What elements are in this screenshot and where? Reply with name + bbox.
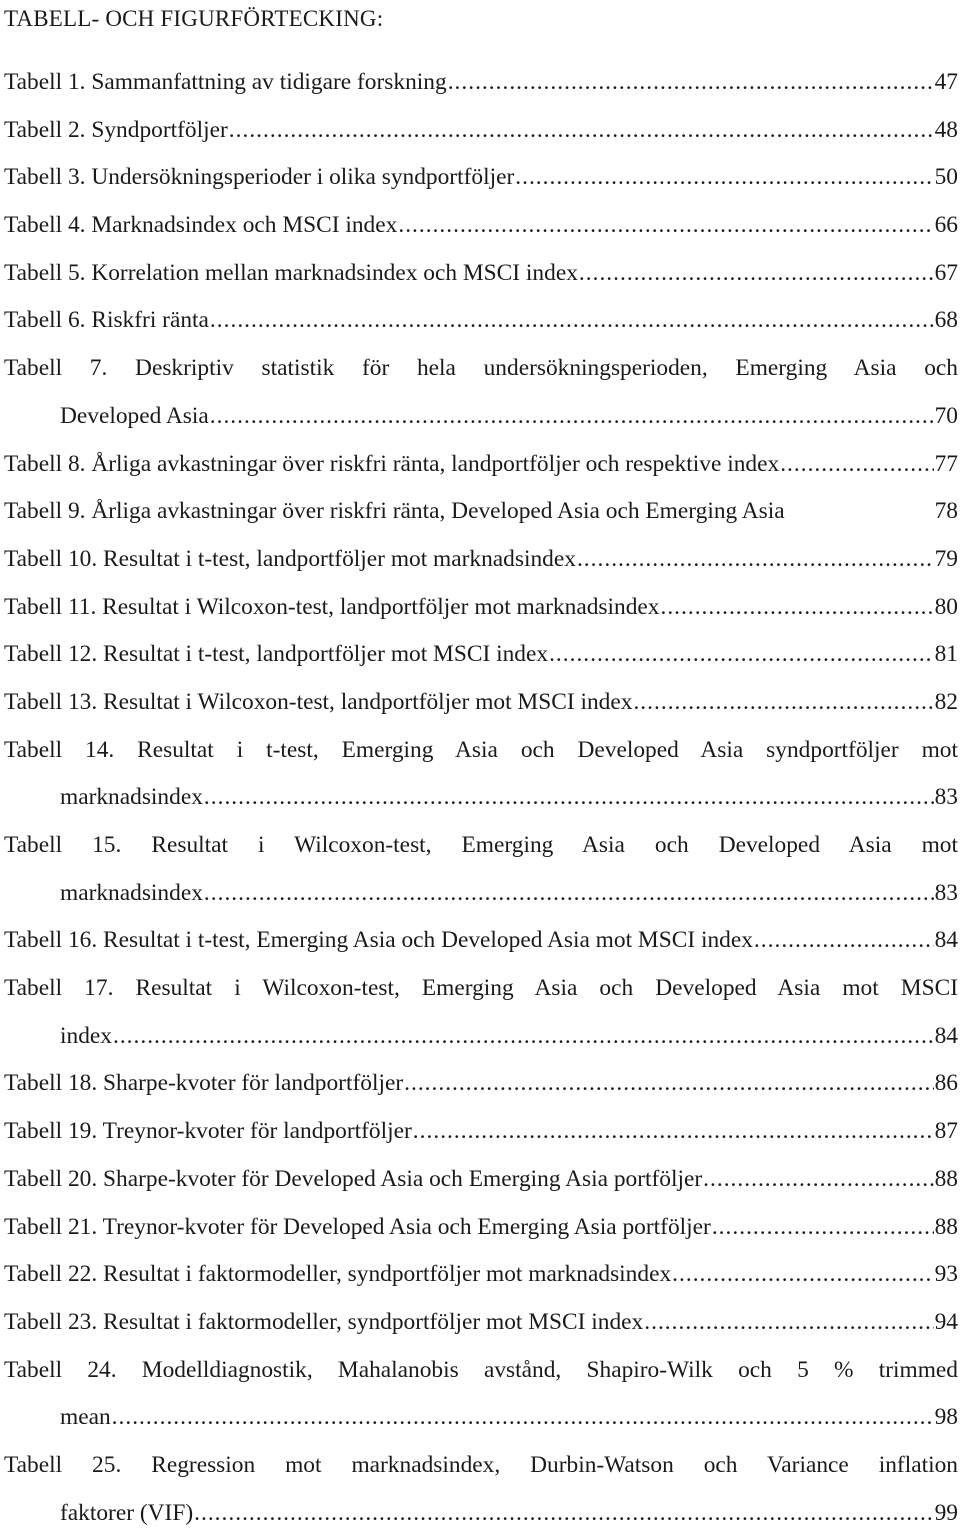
toc-entry-label: Tabell 13. Resultat i Wilcoxon-test, landportföljer mot MSCI index [4, 688, 633, 715]
toc-entry-first-line[interactable]: Tabell 15. Resultat i Wilcoxon-test, Emerging Asia och Developed Asia mot [4, 832, 958, 858]
toc-entry[interactable] [4, 539, 958, 587]
dot-leader [204, 777, 934, 817]
dot-leader [579, 253, 934, 293]
toc-entry-label: index [60, 1022, 112, 1049]
toc-entry[interactable] [4, 873, 958, 921]
toc-entry-first-line[interactable]: Tabell 7. Deskriptiv statistik för hela undersökningsperioden, Emerging Asia och [4, 355, 958, 382]
toc-entry[interactable] [4, 1063, 958, 1111]
toc-entry[interactable] [4, 587, 958, 635]
dot-leader [549, 634, 934, 674]
dot-leader [204, 873, 934, 913]
toc-entry-label: Tabell 11. Resultat i Wilcoxon-test, landportföljer mot marknadsindex [4, 593, 660, 620]
toc-entry-page: 82 [934, 688, 958, 715]
toc-entry-label: marknadsindex [60, 784, 203, 811]
toc-entry[interactable] [4, 110, 958, 158]
toc-entry-label: faktorer (VIF) [60, 1499, 194, 1526]
dot-leader [644, 1302, 933, 1342]
toc-entry-page: 67 [934, 259, 958, 286]
toc-entry-label: Tabell 3. Undersökningsperioder i olika syndportföljer [4, 164, 515, 191]
toc-entry-page: 84 [934, 1022, 958, 1049]
toc-entry[interactable] [4, 1159, 958, 1207]
toc-entry-first-line[interactable]: Tabell 24. Modelldiagnostik, Mahalanobis avstånd, Shapiro-Wilk och 5 % trimmed [4, 1356, 958, 1383]
toc-entry-label: Tabell 10. Resultat i t-test, landportföljer mot marknadsindex [4, 545, 576, 572]
dot-leader [515, 157, 933, 197]
dot-leader [398, 205, 933, 245]
toc-entry-label: Tabell 19. Treynor-kvoter för landportföljer [4, 1118, 412, 1145]
toc-entry[interactable] [4, 396, 958, 444]
toc-entry-page: 68 [934, 307, 958, 334]
toc-entry-first-line[interactable]: Tabell 17. Resultat i Wilcoxon-test, Emerging Asia och Developed Asia mot MSCI [4, 975, 958, 1002]
dot-leader [754, 920, 934, 960]
toc-entry-page: 81 [934, 641, 958, 668]
toc-entry-label: Tabell 12. Resultat i t-test, landportföljer mot MSCI index [4, 641, 549, 668]
toc-entry-label: Tabell 16. Resultat i t-test, Emerging Asia och Developed Asia mot MSCI index [4, 927, 753, 954]
dot-leader [194, 1493, 933, 1533]
dot-leader [780, 444, 933, 484]
toc-entry-label: Tabell 23. Resultat i faktormodeller, syndportföljer mot MSCI index [4, 1308, 644, 1335]
dot-leader [413, 1111, 934, 1151]
toc-entry-page: 99 [934, 1499, 958, 1526]
toc-entry[interactable] [4, 62, 958, 110]
toc-entry-label: mean [60, 1404, 111, 1431]
toc-entry-page: 86 [934, 1070, 958, 1097]
toc-entry-page: 48 [934, 116, 958, 143]
toc-entry-label: Tabell 6. Riskfri ränta [4, 307, 209, 334]
toc-entry-page: 87 [934, 1118, 958, 1145]
toc-entry-page: 83 [934, 879, 958, 906]
toc-entry-label: Tabell 18. Sharpe-kvoter för landportföljer [4, 1070, 404, 1097]
toc-entry-label: Tabell 20. Sharpe-kvoter för Developed Asia och Emerging Asia portföljer [4, 1165, 703, 1192]
toc-entry[interactable] [4, 920, 958, 968]
toc-entry[interactable] [4, 1254, 958, 1302]
toc-entry[interactable] [4, 1302, 958, 1350]
toc-entry-page: 79 [934, 545, 958, 572]
toc-entry[interactable] [4, 777, 958, 825]
toc-entry[interactable] [4, 253, 958, 301]
toc-entry[interactable] [4, 491, 958, 539]
toc-entry[interactable] [4, 205, 958, 253]
toc-entry-label: marknadsindex [60, 879, 203, 906]
toc-entry-label: Tabell 21. Treynor-kvoter för Developed Asia och Emerging Asia portföljer [4, 1213, 711, 1240]
toc-entry-label: Tabell 8. Årliga avkastningar över riskfri ränta, landportföljer och respektive index [4, 450, 780, 477]
dot-leader [113, 1016, 934, 1056]
toc-entry-page: 84 [934, 927, 958, 954]
toc-entry[interactable] [4, 1493, 958, 1540]
dot-leader [660, 587, 933, 627]
page-title: TABELL- OCH FIGURFÖRTECKING: [4, 6, 384, 31]
toc-entry-page: 70 [934, 402, 958, 429]
toc-entry-page: 66 [934, 212, 958, 239]
toc-entry-page: 88 [934, 1165, 958, 1192]
dot-leader [210, 300, 934, 340]
toc-entry[interactable] [4, 1111, 958, 1159]
dot-leader [577, 539, 934, 579]
toc-entry-page: 98 [934, 1404, 958, 1431]
dot-leader [712, 1207, 934, 1247]
dot-leader [112, 1397, 934, 1437]
toc-entry-label: Tabell 22. Resultat i faktormodeller, syndportföljer mot marknadsindex [4, 1261, 672, 1288]
toc-entry[interactable] [4, 1016, 958, 1064]
toc-entry[interactable] [4, 157, 958, 205]
dot-leader [229, 110, 934, 150]
toc-entry-label: Tabell 4. Marknadsindex och MSCI index [4, 212, 398, 239]
toc-entry-page: 80 [934, 593, 958, 620]
toc-entry-page: 77 [934, 450, 958, 477]
toc-entry-page: 50 [934, 164, 958, 191]
dot-leader [672, 1254, 933, 1294]
dot-leader [633, 682, 933, 722]
toc-entry-page: 94 [934, 1308, 958, 1335]
toc-entry-label: Tabell 9. Årliga avkastningar över riskfri ränta, Developed Asia och Emerging Asia [4, 498, 785, 525]
toc-entry-label: Tabell 1. Sammanfattning av tidigare forskning [4, 69, 447, 95]
toc-entry[interactable] [4, 634, 958, 682]
toc-entry-first-line[interactable]: Tabell 25. Regression mot marknadsindex, Durbin-Watson och Variance inflation [4, 1451, 958, 1478]
toc-entry[interactable] [4, 682, 958, 730]
dot-leader [210, 396, 934, 436]
toc-entry-page: 88 [934, 1213, 958, 1240]
toc-entry-page: 47 [934, 69, 958, 95]
toc-entry[interactable] [4, 1207, 958, 1255]
dot-leader [404, 1063, 933, 1103]
toc-entry-page: 93 [934, 1261, 958, 1288]
toc-entry-page: 83 [934, 784, 958, 811]
dot-leader [448, 62, 934, 102]
toc-entry-label: Developed Asia [60, 402, 209, 429]
table-of-contents [4, 62, 958, 1540]
toc-entry-first-line[interactable]: Tabell 14. Resultat i t-test, Emerging Asia och Developed Asia syndportföljer mot [4, 736, 958, 763]
toc-entry-label: Tabell 5. Korrelation mellan marknadsindex och MSCI index [4, 259, 578, 286]
toc-entry[interactable] [4, 1397, 958, 1445]
toc-entry[interactable] [4, 444, 958, 492]
dot-leader [703, 1159, 933, 1199]
toc-entry-label: Tabell 2. Syndportföljer [4, 116, 228, 143]
toc-entry[interactable] [4, 300, 958, 348]
toc-entry-page: 78 [934, 498, 958, 525]
